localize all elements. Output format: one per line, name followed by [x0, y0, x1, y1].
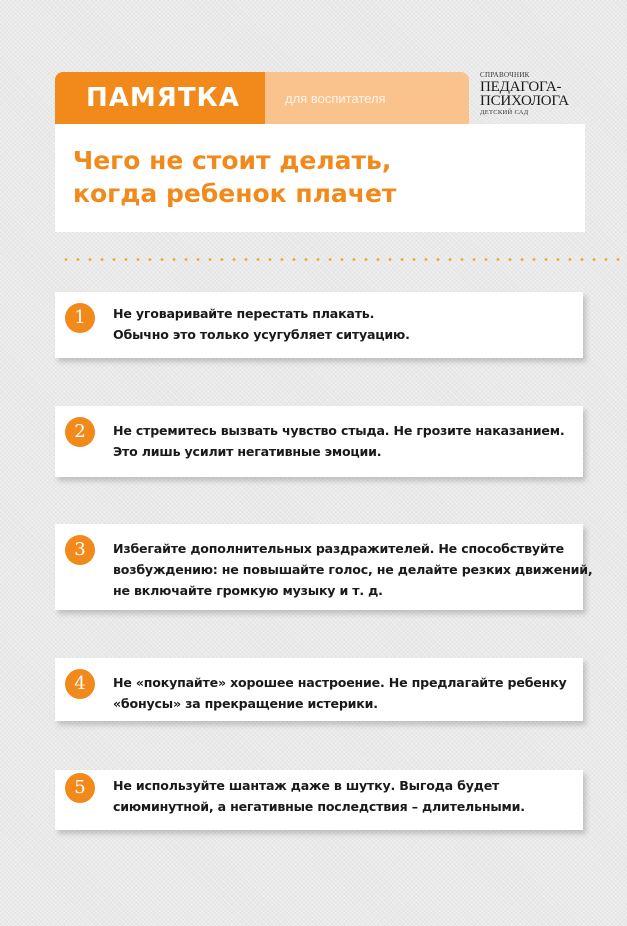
tip-text: [113, 775, 577, 817]
memo-tab: [55, 72, 265, 124]
logo-line-2: ПСИХОЛОГА: [480, 93, 569, 109]
tip-line: не включайте громкую музыку и т. д.: [113, 583, 383, 598]
tip-line: Не «покупайте» хорошее настроение. Не предлагайте ребенку: [113, 675, 567, 690]
title-line-2: когда ребенок плачет: [73, 179, 397, 208]
number-badge: 3: [65, 535, 95, 565]
logo-foot-text: ДЕТСКИЙ САД: [480, 109, 529, 116]
tip-line: Не стремитесь вызвать чувство стыда. Не грозите наказанием.: [113, 423, 565, 438]
tip-line: Это лишь усилит негативные эмоции.: [113, 444, 382, 459]
tip-line: «бонусы» за прекращение истерики.: [113, 696, 378, 711]
number-badge: 4: [65, 669, 95, 699]
tip-line: возбуждению: не повышайте голос, не делайте резких движений,: [113, 562, 593, 577]
tip-text: [113, 303, 577, 345]
tip-card-4: [55, 658, 583, 721]
memo-tab-label: ПАМЯТКА: [86, 83, 240, 113]
tip-text: [113, 672, 577, 714]
audience-label-text: для воспитателя: [285, 90, 386, 106]
audience-label: [265, 72, 469, 124]
number-badge: 2: [65, 417, 95, 447]
dotted-divider: [60, 258, 625, 261]
title-line-1: Чего не стоит делать,: [73, 146, 392, 175]
tip-card-3: [55, 524, 593, 610]
tip-line: Не уговаривайте перестать плакать.: [113, 306, 375, 321]
tip-card-5: [55, 770, 583, 830]
logo-line-1: ПЕДАГОГА-: [480, 79, 562, 95]
logo-small-text: СПРАВОЧНИК: [480, 71, 530, 79]
tip-line: Избегайте дополнительных раздражителей. Не способствуйте: [113, 541, 564, 556]
tip-line: сиюминутной, а негативные последствия – длительными.: [113, 799, 525, 814]
number-badge: 1: [65, 303, 95, 333]
page-title: [55, 124, 585, 232]
tip-text: [113, 420, 577, 462]
number-badge: 5: [65, 773, 95, 803]
tip-text: [113, 538, 593, 601]
tip-line: Обычно это только усугубляет ситуацию.: [113, 327, 410, 342]
tip-line: Не используйте шантаж даже в шутку. Выгода будет: [113, 778, 500, 793]
tip-card-1: [55, 292, 583, 358]
tip-card-2: [55, 406, 583, 477]
publication-logo: [480, 71, 590, 117]
